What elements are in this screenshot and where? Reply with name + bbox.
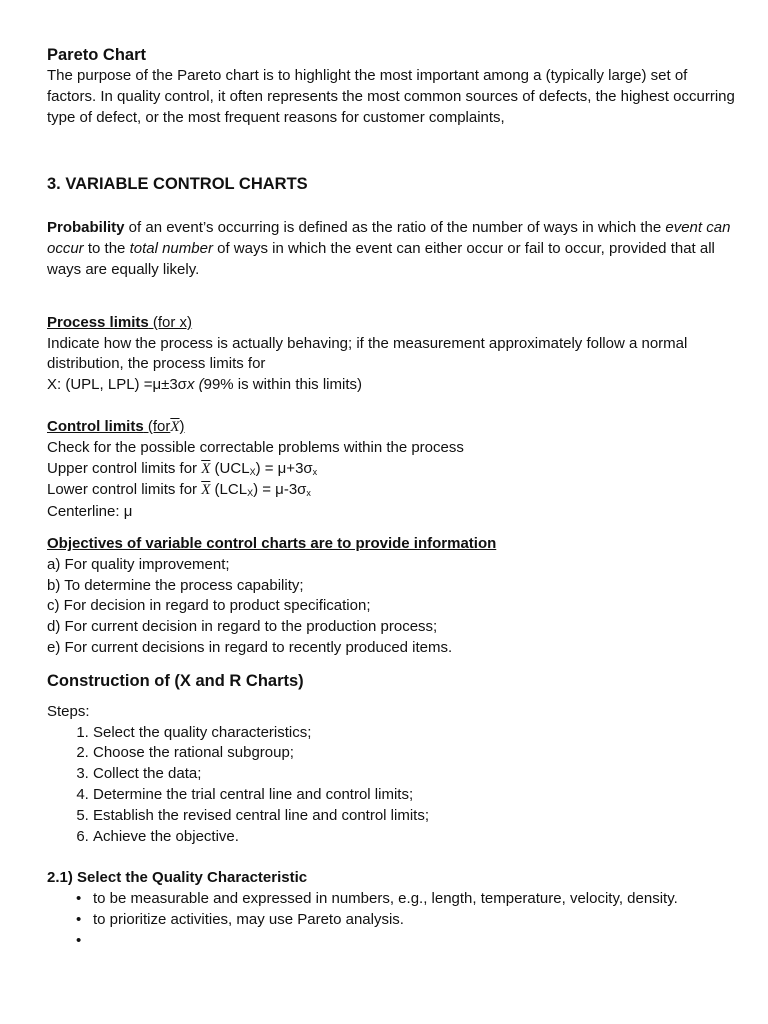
list-item: 2. Choose the rational subgroup; xyxy=(93,743,737,764)
list-item xyxy=(76,910,737,931)
lcl-post: ) = μ-3σ xyxy=(253,481,307,499)
control-limits-label: Control limits xyxy=(47,417,144,435)
control-limits-heading xyxy=(47,417,737,438)
ucl-sub: X xyxy=(249,466,256,477)
process-limits-formula-x: x ( xyxy=(186,376,204,394)
lcl-xbar: $\overline{X}$ xyxy=(201,482,211,499)
pareto-title: Pareto Chart xyxy=(47,46,147,64)
process-limits-heading xyxy=(47,313,737,334)
control-limits-xbar: $\overline{X}$ xyxy=(170,418,180,435)
bullet-icon: • xyxy=(76,931,82,949)
bullet-text: to be measurable and expressed in numbers, e.g., length, temperature, velocity, density. xyxy=(93,890,678,908)
bullet-text xyxy=(93,932,97,949)
steps-label: Steps: xyxy=(47,702,90,720)
list-item: 3. Collect the data; xyxy=(93,764,737,785)
lcl-line xyxy=(47,480,737,502)
process-limits-formula-note: 99% is within this limits) xyxy=(203,376,362,394)
list-item xyxy=(76,889,737,910)
list-item: a) For quality improvement; xyxy=(47,555,230,573)
probability-paragraph xyxy=(47,218,737,280)
process-limits-label: Process limits xyxy=(47,313,149,331)
process-limits-suffix: (for x) xyxy=(148,313,193,331)
document-page xyxy=(47,44,737,952)
probability-italic-2: total number xyxy=(129,240,213,258)
control-limits-close: ) xyxy=(179,417,185,435)
probability-text-1: of an event’s occurring is defined as the ratio of the number of ways in which the xyxy=(124,219,666,237)
steps-list xyxy=(47,723,737,848)
list-item: b) To determine the process capability; xyxy=(47,576,304,594)
process-limits-line1: Indicate how the process is actually behaving; if the measurement approximately follow a normal distribution, the process limits for xyxy=(47,334,688,373)
ucl-xbar: $\overline{X}$ xyxy=(201,460,211,477)
process-limits-formula: X: (UPL, LPL) =μ±3σ xyxy=(47,376,187,394)
probability-text-2: to the xyxy=(83,240,130,258)
ucl-sigma-sub: x xyxy=(312,466,318,477)
list-item: 1. Select the quality characteristics; xyxy=(93,723,737,744)
list-item: 6. Achieve the objective. xyxy=(93,827,737,848)
process-limits-line2 xyxy=(47,375,737,396)
probability-text-3: of ways in which the event can either occur or fail to occur, provided that all ways are equally likely. xyxy=(47,240,715,278)
ucl-post: ) = μ+3σ xyxy=(255,459,313,477)
bullet-icon: • xyxy=(76,910,82,928)
list-item: d) For current decision in regard to the production process; xyxy=(47,618,438,636)
lcl-sub: X xyxy=(247,488,254,499)
section-title: 3. VARIABLE CONTROL CHARTS xyxy=(47,175,308,194)
control-limits-line1: Check for the possible correctable problems within the process xyxy=(47,438,464,456)
list-item xyxy=(76,931,737,952)
bullet-icon: • xyxy=(76,890,82,908)
lcl-sigma-sub: x xyxy=(306,488,311,499)
pareto-paragraph: The purpose of the Pareto chart is to highlight the most important among a (typically large) set of factors. In quality control, it often represents the most common sources of defects, the highest occurring type of defect, or the most frequent reasons for customer complaints, xyxy=(47,67,735,126)
control-limits-suffix: (for xyxy=(143,417,171,435)
probability-term: Probability xyxy=(47,219,125,237)
ucl-line xyxy=(47,459,737,481)
select-quality-bullets xyxy=(47,889,737,951)
select-quality-heading: 2.1) Select the Quality Characteristic xyxy=(47,869,308,887)
list-item: e) For current decisions in regard to recently produced items. xyxy=(47,638,453,656)
lcl-mid: (LCL xyxy=(210,481,248,499)
list-item: 5. Establish the revised central line and control limits; xyxy=(93,806,737,827)
ucl-prefix: Upper control limits for xyxy=(47,459,202,477)
objectives-heading-text: Objectives of variable control charts are to provide information xyxy=(47,534,497,552)
objectives-list xyxy=(47,555,737,659)
ucl-mid: (UCL xyxy=(210,459,250,477)
list-item: 4. Determine the trial central line and control limits; xyxy=(93,785,737,806)
lcl-prefix: Lower control limits for xyxy=(47,481,202,499)
objectives-heading xyxy=(47,534,737,555)
centerline: Centerline: μ xyxy=(47,503,133,521)
list-item: c) For decision in regard to product specification; xyxy=(47,597,371,615)
bullet-text: to prioritize activities, may use Pareto analysis. xyxy=(93,910,404,928)
construction-title: Construction of (X and R Charts) xyxy=(47,671,304,690)
probability-italic-1: event can occur xyxy=(47,219,731,258)
